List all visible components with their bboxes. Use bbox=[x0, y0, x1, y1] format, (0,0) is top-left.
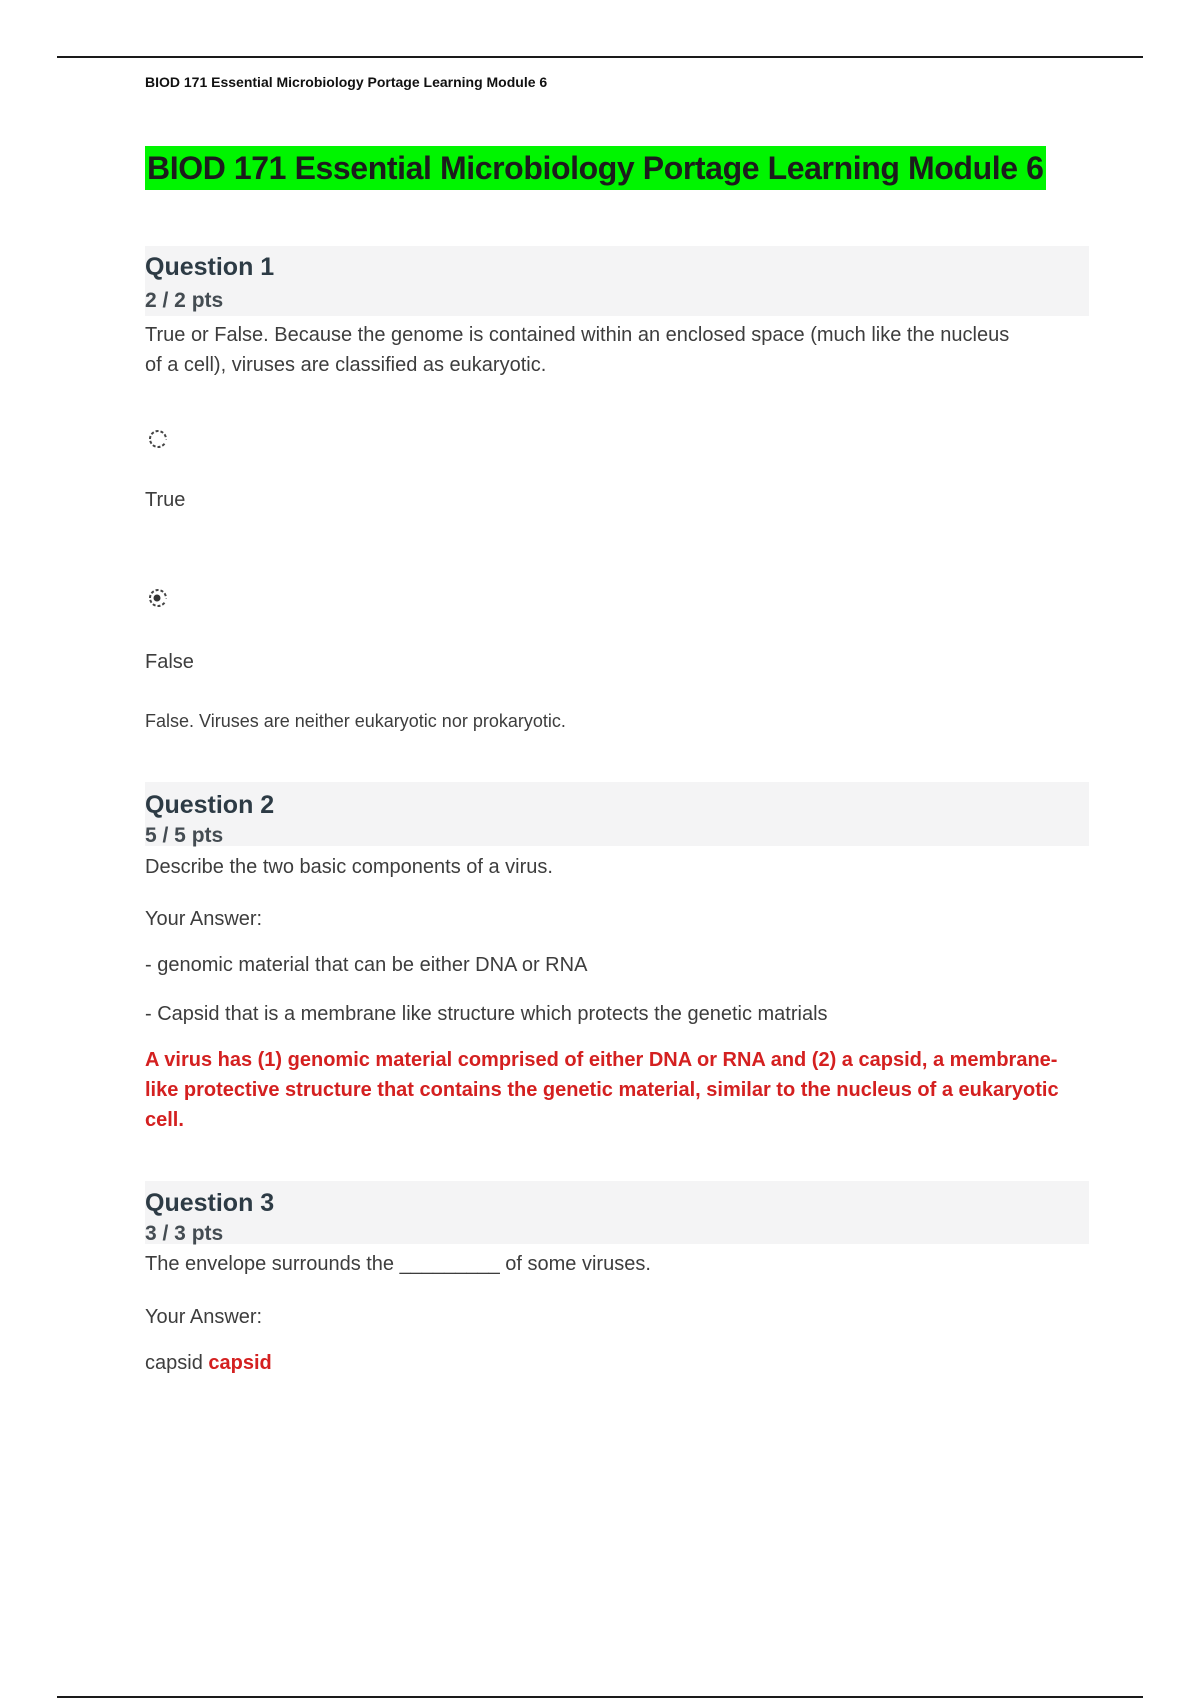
question-2-prompt: Describe the two basic components of a virus. bbox=[145, 856, 553, 878]
question-1-option-false[interactable]: False bbox=[145, 651, 194, 673]
question-3-answer-label: Your Answer: bbox=[145, 1306, 263, 1328]
question-3-prompt: The envelope surrounds the _________ of some viruses. bbox=[145, 1253, 651, 1275]
question-3-header bbox=[145, 1181, 1089, 1244]
question-2-title: Question 2 bbox=[145, 791, 275, 819]
question-3-points: 3 / 3 pts bbox=[145, 1222, 224, 1245]
running-header: BIOD 171 Essential Microbiology Portage Learning Module 6 bbox=[145, 74, 548, 90]
question-1-option-true[interactable]: True bbox=[145, 489, 186, 511]
bottom-rule bbox=[57, 1696, 1143, 1698]
top-rule bbox=[57, 56, 1143, 58]
question-2-answer-line-2: - Capsid that is a membrane like structure which protects the genetic matrials bbox=[145, 1003, 828, 1025]
question-3-correct-answer: capsid bbox=[208, 1352, 272, 1374]
radio-unselected-icon[interactable] bbox=[147, 428, 169, 450]
question-2-answer-label: Your Answer: bbox=[145, 908, 263, 930]
question-1-prompt: True or False. Because the genome is contained within an enclosed space (much like the nucleus of a cell), viruses are classified as eukaryotic. bbox=[145, 324, 1010, 376]
question-1-header bbox=[145, 246, 1089, 316]
question-3-answer: capsid bbox=[145, 1352, 203, 1374]
question-3-answer-row bbox=[145, 1352, 272, 1375]
document-title: BIOD 171 Essential Microbiology Portage Learning Module 6 bbox=[145, 146, 1046, 190]
question-1-title: Question 1 bbox=[145, 253, 275, 281]
question-2-correct-answer: A virus has (1) genomic material comprised of either DNA or RNA and (2) a capsid, a membrane-like protective structure that contains the genetic material, similar to the nucleus of a eukaryotic cell. bbox=[145, 1049, 1059, 1131]
question-1-feedback: False. Viruses are neither eukaryotic nor prokaryotic. bbox=[145, 711, 566, 731]
question-2-points: 5 / 5 pts bbox=[145, 824, 224, 847]
radio-selected-icon[interactable] bbox=[147, 587, 169, 609]
question-2-answer-line-1: - genomic material that can be either DNA or RNA bbox=[145, 954, 588, 976]
question-2-header bbox=[145, 782, 1089, 846]
question-1-points: 2 / 2 pts bbox=[145, 289, 224, 312]
question-3-title: Question 3 bbox=[145, 1189, 275, 1217]
